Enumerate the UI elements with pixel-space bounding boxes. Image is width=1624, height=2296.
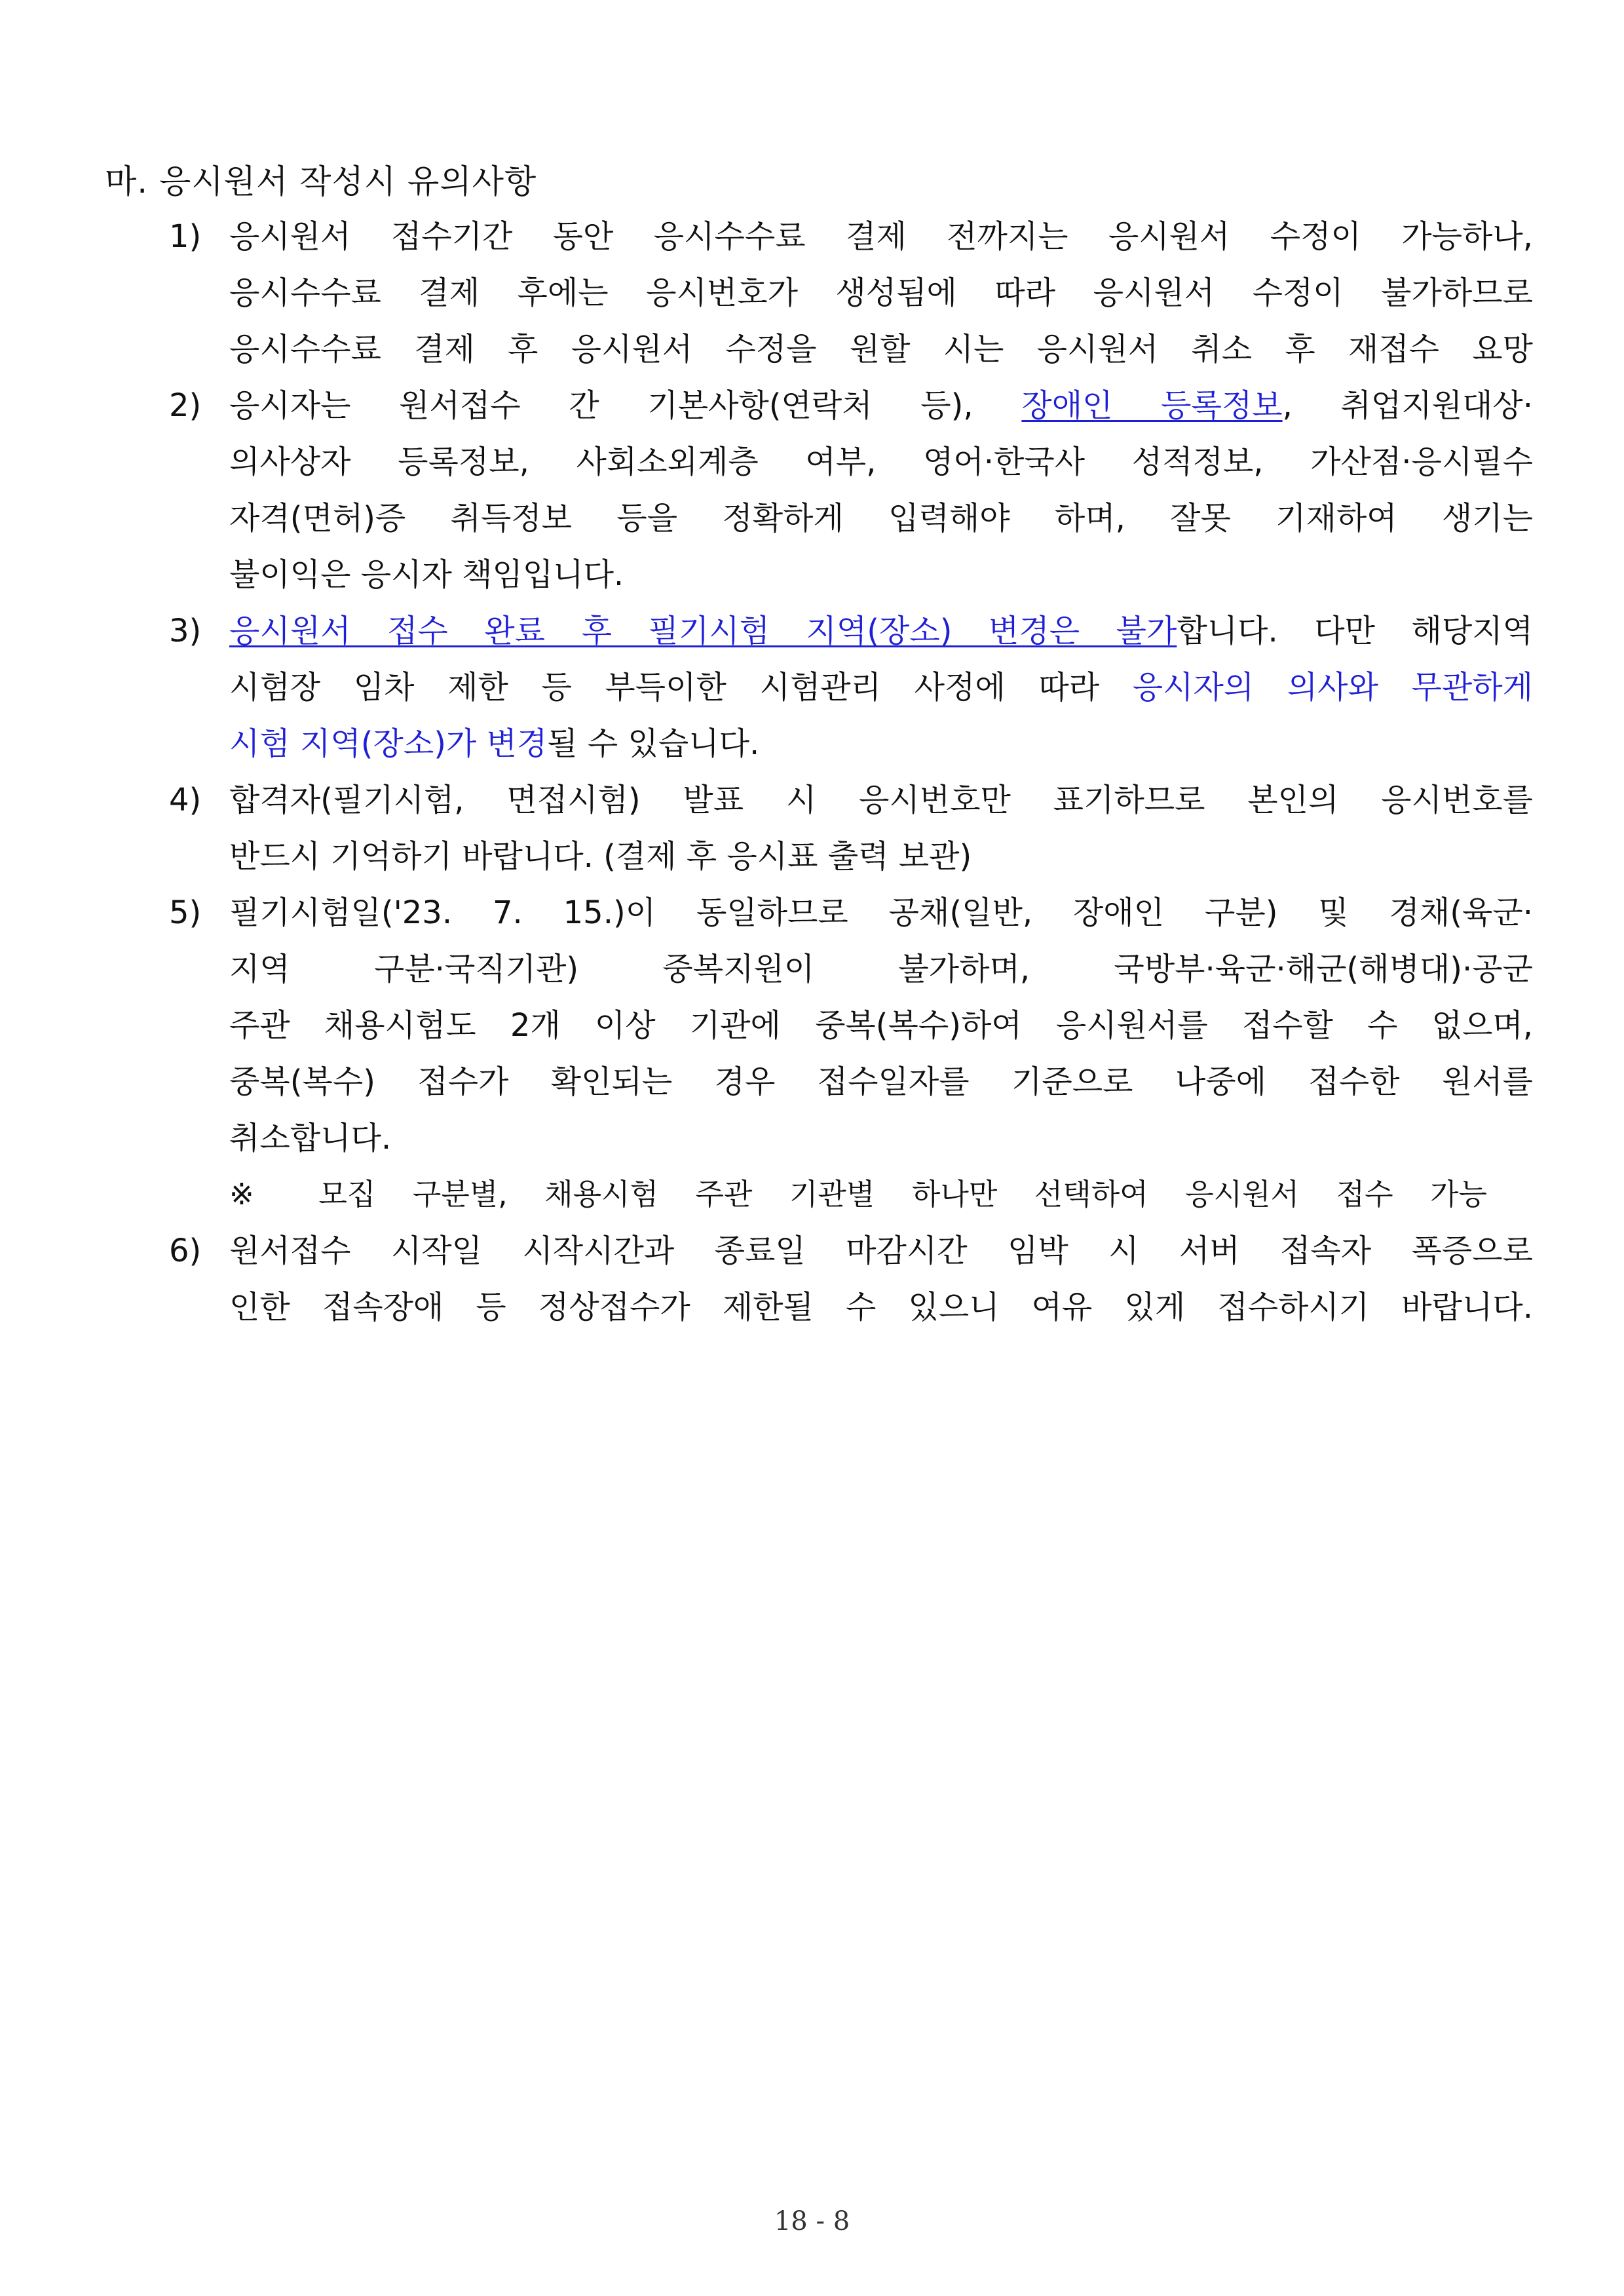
item-line: 응시수수료 결제 후 응시원서 수정을 원할 시는 응시원서 취소 후 재접수 요망 [229,331,1533,368]
item-line [229,716,1533,772]
reference-note: ※ 모집 구분별, 채용시험 주관 기관별 하나만 선택하여 응시원서 접수 가능 [229,1177,1487,1212]
item-text: 합니다. 다만 해당지역 [1177,613,1533,649]
item-text: 될 수 있습니다. [547,725,760,762]
item-line: 응시원서 접수기간 동안 응시수수료 결제 전까지는 응시원서 수정이 가능하나, [229,218,1533,255]
item-number: 2) [169,387,202,424]
item-number: 5) [169,894,202,931]
disability-registration-link[interactable]: 장애인 등록정보 [1021,387,1283,424]
item-number: 3) [169,613,202,649]
item-line: 불이익은 응시자 책임입니다. [229,556,624,593]
highlight-text: 응시자의 의사와 무관하게 [1132,669,1533,706]
item-line [229,659,1533,716]
item-line [229,603,1533,659]
item-line: 합격자(필기시험, 면접시험) 발표 시 응시번호만 표기하므로 본인의 응시번호를 [229,782,1533,818]
item-line: 필기시험일('23. 7. 15.)이 동일하므로 공채(일반, 장애인 구분) 및 경채(육군· [229,894,1533,931]
list-item [169,208,1533,377]
list-item [169,603,1533,772]
item-line: 응시수수료 결제 후에는 응시번호가 생성됨에 따라 응시원서 수정이 불가하므로 [229,275,1533,311]
list-item [169,885,1533,1223]
item-line: 의사상자 등록정보, 사회소외계층 여부, 영어·한국사 성적정보, 가산점·응시필수 [229,444,1533,480]
exam-location-change-notice: 응시원서 접수 완료 후 필기시험 지역(장소) 변경은 불가 [229,613,1177,649]
item-number: 6) [169,1233,202,1269]
page-number: 18 - 8 [774,2206,850,2236]
item-line: 주관 채용시험도 2개 이상 기관에 중복(복수)하여 응시원서를 접수할 수 없으며, [229,1007,1533,1044]
item-text: 응시자는 원서접수 간 기본사항(연락처 등), [229,387,1022,424]
section-heading: 마. 응시원서 작성시 유의사항 [105,163,537,201]
item-line: 중복(복수) 접수가 확인되는 경우 접수일자를 기준으로 나중에 접수한 원서를 [229,1063,1533,1100]
item-text: 시험장 임차 제한 등 부득이한 시험관리 사정에 따라 [229,669,1133,706]
item-line: 지역 구분·국직기관) 중복지원이 불가하며, 국방부·육군·해군(해병대)·공군 [229,951,1533,987]
item-line: 자격(면허)증 취득정보 등을 정확하게 입력해야 하며, 잘못 기재하여 생기는 [229,500,1533,537]
item-line: 인한 접속장애 등 정상접수가 제한될 수 있으니 여유 있게 접수하시기 바랍니다. [229,1289,1533,1326]
item-number: 1) [169,218,202,255]
item-text: , 취업지원대상· [1282,387,1533,424]
list-item [169,772,1533,885]
item-line: 원서접수 시작일 시작시간과 종료일 마감시간 임박 시 서버 접속자 폭증으로 [229,1233,1533,1269]
list-item [169,377,1533,603]
item-line: 반드시 기억하기 바랍니다. (결제 후 응시표 출력 보관) [229,838,972,875]
notice-list [169,208,1533,1335]
highlight-text: 시험 지역(장소)가 변경 [229,725,548,762]
item-line [229,377,1533,434]
list-item [169,1223,1533,1335]
item-number: 4) [169,782,202,818]
item-line: 취소합니다. [229,1120,392,1157]
